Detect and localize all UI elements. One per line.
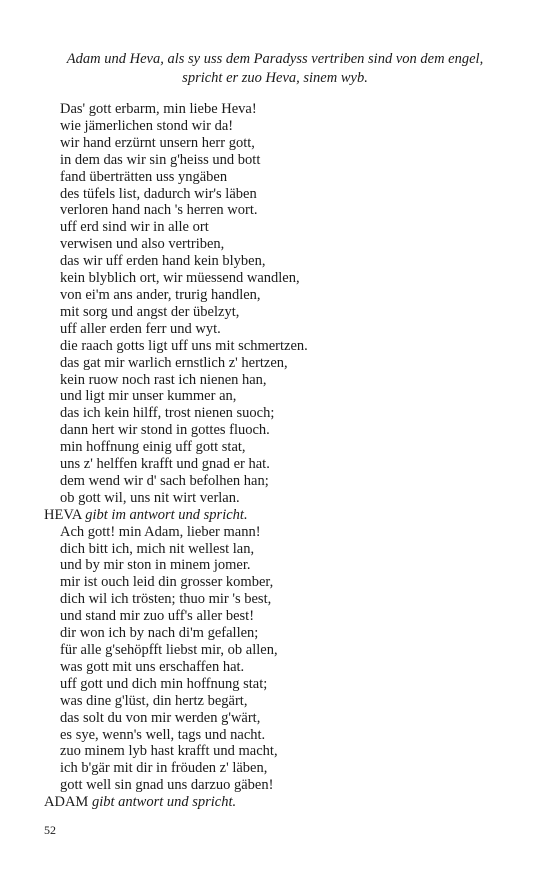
verse-line: von ei'm ans ander, trurig handlen, bbox=[60, 286, 261, 303]
verse-line: uff aller erden ferr und wyt. bbox=[60, 320, 221, 337]
verse-line: fand überträtten uss yngäben bbox=[60, 168, 228, 185]
verse-block bbox=[44, 101, 524, 811]
verse-line: ich b'gär mit dir in fröuden z' läben, bbox=[60, 760, 268, 777]
scene-heading-line-2: spricht er zuo Heva, sinem wyb. bbox=[182, 70, 368, 86]
verse-line: und ligt mir unser kummer an, bbox=[60, 388, 237, 405]
verse-line: wir hand erzürnt unsern herr gott, bbox=[60, 134, 255, 151]
verse-line: ob gott wil, uns nit wirt verlan. bbox=[60, 489, 240, 506]
verse-line: die raach gotts ligt uff uns mit schmertzen. bbox=[60, 337, 308, 354]
speaker-line bbox=[44, 507, 524, 524]
speaker-name: ADAM bbox=[44, 794, 89, 811]
verse-line: und by mir ston in minem jomer. bbox=[60, 557, 251, 574]
speaker-name: HEVA bbox=[44, 506, 82, 523]
speaker-line bbox=[44, 794, 524, 811]
verse-line: kein blyblich ort, wir müessend wandlen, bbox=[60, 270, 300, 287]
verse-line: dem wend wir d' sach befolhen han; bbox=[60, 472, 269, 489]
verse-line: und stand mir zuo uff's aller best! bbox=[60, 608, 255, 625]
verse-line: kein ruow noch rast ich nienen han, bbox=[60, 371, 267, 388]
verse-line: uff gott und dich min hoffnung stat; bbox=[60, 675, 268, 692]
verse-line: es sye, wenn's well, tags und nacht. bbox=[60, 726, 266, 743]
verse-line: dich wil ich trösten; thuo mir 's best, bbox=[60, 591, 272, 608]
page-number: 52 bbox=[44, 823, 56, 837]
verse-line: Ach gott! min Adam, lieber mann! bbox=[60, 523, 261, 540]
scene-heading bbox=[20, 50, 530, 88]
verse-line: mir ist ouch leid din grosser komber, bbox=[60, 574, 274, 591]
verse-line: das solt du von mir werden g'wärt, bbox=[60, 709, 261, 726]
verse-line: mit sorg und angst der übelzyt, bbox=[60, 303, 240, 320]
verse-line: dann hert wir stond in gottes fluoch. bbox=[60, 422, 270, 439]
verse-line: uns z' helffen krafft und gnad er hat. bbox=[60, 456, 270, 473]
verse-line: das wir uff erden hand kein blyben, bbox=[60, 253, 266, 270]
verse-line: Das' gott erbarm, min liebe Heva! bbox=[60, 101, 257, 117]
verse-line: zuo minem lyb hast krafft und macht, bbox=[60, 743, 278, 760]
verse-line: das ich kein hilff, trost nienen suoch; bbox=[60, 405, 275, 422]
verse-line: was gott mit uns erschaffen hat. bbox=[60, 658, 245, 675]
verse-line: verloren hand nach 's herren wort. bbox=[60, 202, 258, 219]
stage-direction: gibt antwort und spricht. bbox=[91, 794, 237, 811]
verse-line: wie jämerlichen stond wir da! bbox=[60, 117, 234, 134]
verse-line: dir won ich by nach di'm gefallen; bbox=[60, 625, 259, 642]
verse-line: verwisen und also vertriben, bbox=[60, 236, 225, 253]
verse-line: dich bitt ich, mich nit wellest lan, bbox=[60, 540, 255, 557]
stage-direction: gibt im antwort und spricht. bbox=[85, 506, 248, 523]
scene-heading-line-1: Adam und Heva, als sy uss dem Paradyss vertriben sind von dem engel, bbox=[66, 51, 484, 67]
verse-line: min hoffnung einig uff gott stat, bbox=[60, 439, 246, 456]
verse-line: gott well sin gnad uns darzuo gäben! bbox=[60, 777, 274, 794]
verse-line: das gat mir warlich ernstlich z' hertzen, bbox=[60, 354, 288, 371]
verse-line: uff erd sind wir in alle ort bbox=[60, 219, 209, 236]
verse-line: was dine g'lüst, din hertz begärt, bbox=[60, 692, 248, 709]
verse-line: des tüfels list, dadurch wir's läben bbox=[60, 185, 257, 202]
verse-line: in dem das wir sin g'heiss und bott bbox=[60, 151, 261, 168]
verse-line: für alle g'sehöpfft liebst mir, ob allen, bbox=[60, 642, 278, 658]
